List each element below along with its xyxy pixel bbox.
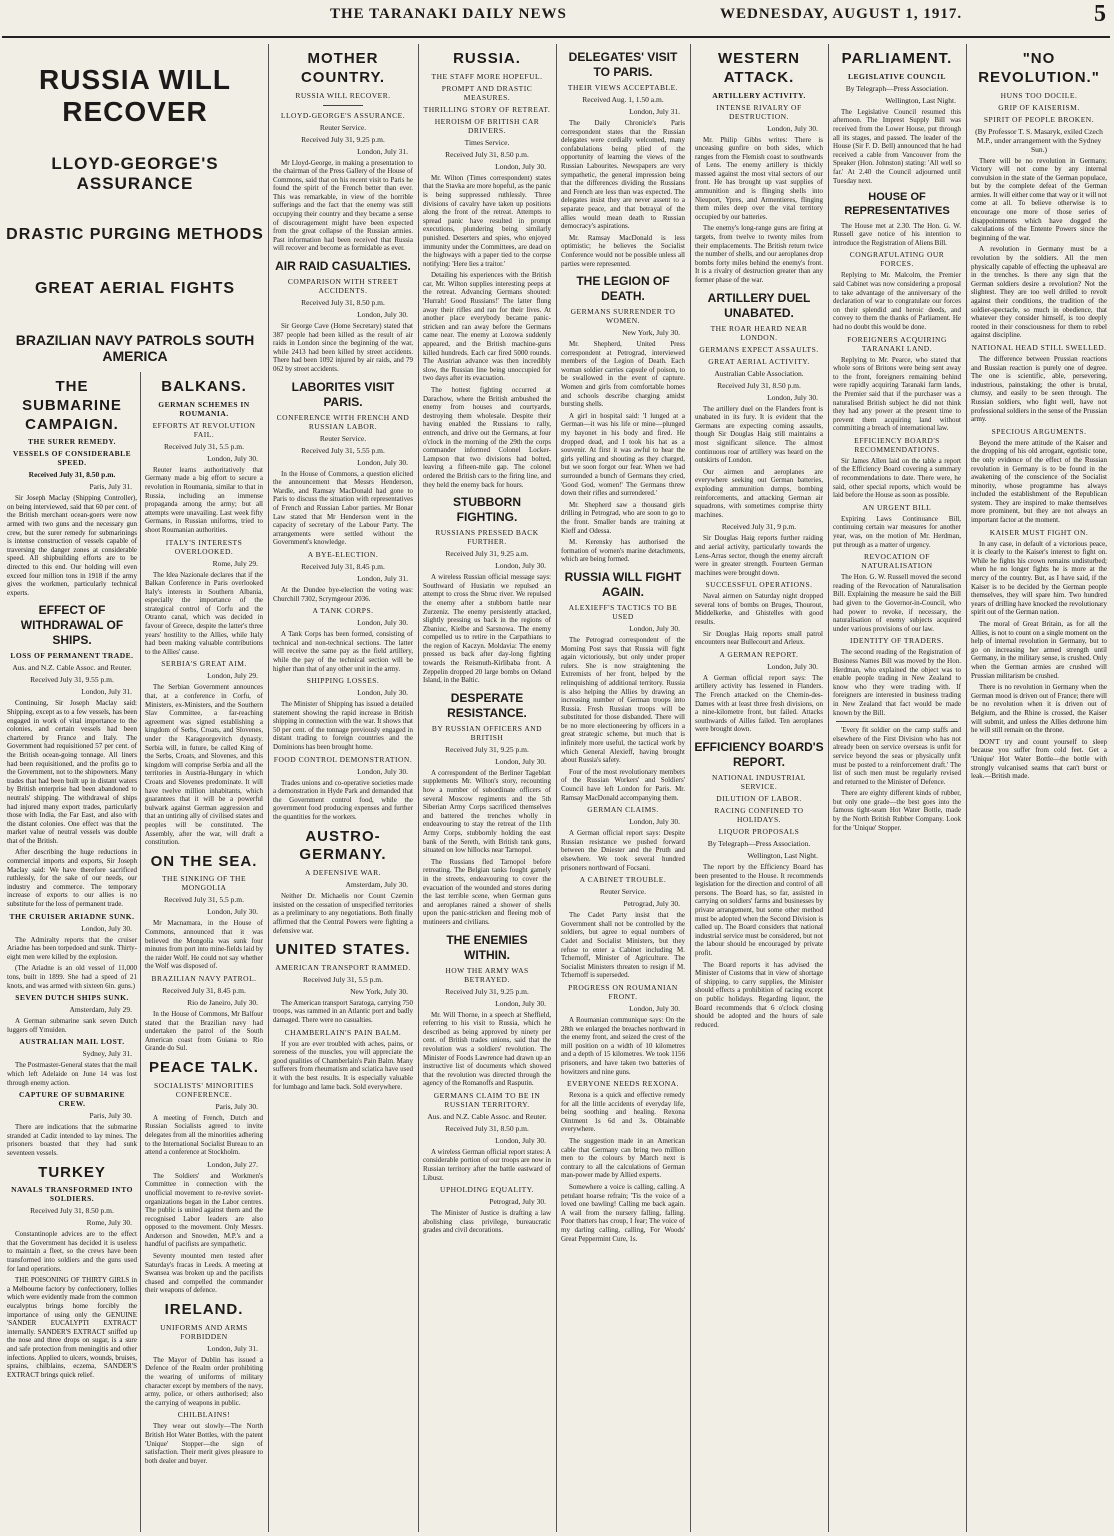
masthead <box>0 0 1114 40</box>
col6-subhead: GERMANS EXPECT ASSAULTS. <box>699 344 819 354</box>
dateline: Reuter Service. <box>599 887 647 897</box>
paragraph: Mr. Philip Gibbs writes: There is unceasing gunfire on both sides, which ranges from the Flemish coast to southwards of Lens. The enemy artillery is thickly massed against the most vital sectors of our front. He has brought up vast supplies of ammunition and is flinging shells into Nieuport, Ypres, and Armentieres, flinging them miles deep over the vital territory occupied by our batteries. <box>695 135 823 221</box>
paragraph: The report by the Efficiency Board has been presented to the House. It recommends legislation for the direction and control of all persons. The Board has, so far, assisted in carrying on soldiers' farms and businesses by private arrangement, but some other method must be adopted when the Second Division is called up. The Board considers that national industrial service must be considered, but not the labour should be encouraged by private profit. <box>695 863 823 957</box>
paragraph: Four of the most revolutionary members of the Russian Workers' and Soldiers' Council have left London for Paris. Mr. Ramsay MacDonald accompanying them. <box>561 767 685 802</box>
dateline: New York, July 30. <box>350 986 408 996</box>
col4-subhead: UPHOLDING EQUALITY. <box>440 1185 534 1195</box>
lead-deck-1: LLOYD-GEORGE'S ASSURANCE <box>51 154 219 193</box>
paragraph: The Minister of Shipping has issued a detailed statement showing the rapid increase in British shipping in connection with the war. It shows that 50 per cent. of the tonnage previously engaged in distant trading to foreign countries and the Dominions has been brought home. <box>273 700 413 752</box>
col7-headline: PARLIAMENT. <box>841 50 953 67</box>
dateline: Reuter Service. <box>319 433 367 443</box>
dateline: Received July 31, 5.5 p.m. <box>164 895 244 905</box>
column-rule <box>268 44 269 1532</box>
col3-subhead: A DEFENSIVE WAR. <box>305 868 381 878</box>
dateline: Received July 31, 5.5 p.m. <box>303 974 383 984</box>
paragraph: M. Kerensky has authorised the formation of women's marine detachments, which are being formed. <box>561 538 685 564</box>
col7-subhead: FOREIGNERS ACQUIRING TARANAKI LAND. <box>847 334 947 353</box>
col3-subhead: AMERICAN TRANSPORT RAMMED. <box>275 962 411 972</box>
paragraph: A girl in hospital said: 'I lunged at a German—it was his life or mine—plunged my bayonet in his body and fired. He dropped dead, and I took his hat as a souvenir. At first it was awful to hear the girls yelling and shouting as they charged, but we soon forgot our fear. When we had surrounded a bunch of Germans they cried, 'Good God, women!' The Germans threw down their rifles and surrendered.' <box>561 411 685 498</box>
col3-subhead: CHAMBERLAIN'S PAIN BALM. <box>284 1027 402 1037</box>
paragraph: The Daily Chronicle's Paris correspondent states that the Russian delegates were cordially welcomed, many confabulations being plied of the opportunity of learning the views of the Russian Labourites. Newspapers are very sympathetic, the general impression being that the differences dividing the Russians and French are less than was expected. The delegates insist they are never assent to a separate peace, and that betrayal of the allies would mean death to Russian democracy's aspirations. <box>561 119 685 231</box>
col4-headline: RUSSIA. <box>453 50 521 67</box>
dateline: Received July 31, 5.5 p.m. <box>164 441 244 451</box>
col1-headline: TURKEY <box>38 1163 106 1181</box>
paragraph: A wireless German official report states: A considerable portion of our troops are now in Russian territory after the battle eastward of Libusz. <box>423 1147 551 1182</box>
dateline: Paris, July 30. <box>89 1111 132 1121</box>
dateline: Amsterdam, July 29. <box>69 1005 132 1015</box>
col3-headline: LABORITES VISIT PARIS. <box>291 379 395 409</box>
divider <box>836 721 958 722</box>
dateline: Rio de Janeiro, July 30. <box>187 998 258 1008</box>
paragraph: 'Every fit soldier on the camp staffs and elsewhere of the First Division who has not already been on service overseas is unfit for service beyond the seas or physically unfit must be posted to a reinforcement draft.' The list of such men must be regularly revised and returned to the Minister of Defence. <box>833 726 961 786</box>
dateline: London, July 30. <box>357 457 408 467</box>
col6-subhead: SUCCESSFUL OPERATIONS. <box>705 580 813 590</box>
paragraph: Expiring Laws Continuance Bill, continuing certain war measures for another year, was, on the motion of Mr. Herdman, put through as a matter of urgency. <box>833 514 961 549</box>
col5-subhead: A CABINET TROUBLE. <box>579 875 667 885</box>
dateline: (By Professor T. S. Masaryk, exiled Czech M.P., under arrangement with the Sydney Sun.) <box>975 126 1103 154</box>
paragraph: The Board reports it has advised the Minister of Customs that in view of shortage of shipping, to carry supplies, the Minister should effects a prohibition of racing except on public holidays. Regarding liquor, the Board recommends that 6 o'clock closing should be adopted and the hours of sale reduced. <box>695 960 823 1029</box>
paragraph: Sir Douglas Haig reports further raiding and aerial activity, particularly towards the Lens-Arras sector, though the enemy aircraft were in greater strength. Fourteen German machines were brought down. <box>695 534 823 577</box>
col8-subhead: NATIONAL HEAD STILL SWELLED. <box>971 342 1107 352</box>
paragraph: A meeting of French, Dutch and Russian Socialists agreed to invite delegates from all the minorities adhering to the International Socialist Bureau to an attend a conference at Stockholm. <box>145 1113 263 1157</box>
col2-headline: ON THE SEA. <box>150 852 258 870</box>
col1-subhead: AUSTRALIAN MAIL LOST. <box>19 1037 125 1047</box>
lead-deck-4: BRAZILIAN NAVY PATROLS SOUTH AMERICA <box>15 332 255 364</box>
col1-subhead: LOSS OF PERMANENT TRADE. <box>10 651 134 661</box>
dateline: London, July 30. <box>495 161 546 171</box>
paragraph: After describing the huge reductions in commercial imports and exports, Sir Joseph Maclay said: We have therefore sacrificed ruthlessly, for the sake of our needs, our industry and commerce. The temporary increase of exports to our allies is no substitute for the loss of permanent trade. <box>7 848 137 909</box>
dateline: Received July 31, 8.50 p.m. <box>445 149 529 159</box>
col8-subhead: SPIRIT OF PEOPLE BROKEN. <box>983 114 1095 124</box>
col3-subhead: LLOYD-GEORGE'S ASSURANCE. <box>280 110 406 120</box>
paragraph: Detailing his experiences with the British car, Mr. Wilton supplies interesting peeps at the retreat. Advancing Germans shouted: 'Hurrah! Good Russians!' The latter flung away their rifles and ran for their lives. At another place everybody became panic-stricken and ran away before the Germans came near. The enemy at Lozowa suddenly appeared, and the British machine-guns killed hundreds. Each car fired 5000 rounds. The Austrian advance was then incredibly slow, the Russian line being unoccupied for two days after its evacuation. <box>423 271 551 383</box>
col8-subhead: GRIP OF KAISERISM. <box>998 102 1080 112</box>
dateline: Received July 31, 9.25 p.m. <box>301 134 385 144</box>
dateline: London, July 30. <box>629 623 680 633</box>
dateline: Aus. and N.Z. Cable Assoc. and Reuter. <box>427 1111 547 1121</box>
col6-subhead: THE ROAR HEARD NEAR LONDON. <box>710 323 808 342</box>
col6-subhead: A GERMAN REPORT. <box>719 649 799 659</box>
column-rule <box>966 44 967 1532</box>
col4-subhead: GERMANS CLAIM TO BE IN RUSSIAN TERRITORY. <box>433 1090 541 1109</box>
col4-headline: THE ENEMIES WITHIN. <box>446 932 528 962</box>
paragraph: A German submarine sank seven Dutch luggers off Ymuiden. <box>7 1017 137 1034</box>
dateline: Australian Cable Association. <box>714 368 804 378</box>
col5-subhead: GERMANS SURRENDER TO WOMEN. <box>570 307 676 326</box>
paragraph: The enemy's long-range guns are firing at targets, from twelve to twenty miles from their emplacements. The British return twice the number of shells, and our aeroplanes drop bombs forty miles behind the enemy's front. It is a rivalry of destruction greater than any former phase of the war. <box>695 224 823 284</box>
dateline: London, July 31. <box>81 687 132 697</box>
dateline: Received July 31, 8.50 p.m. <box>445 1123 529 1133</box>
paragraph: Seventy mounted men tested after Saturday's fracas in Leeds. A meeting at Swansea was broken up and the pacifists chased and compelled the commander their weapons of defence. <box>145 1252 263 1295</box>
col1-subhead: CAPTURE OF SUBMARINE CREW. <box>19 1090 125 1109</box>
paragraph: The Idea Nazionale declares that if the Balkan Conference in Paris overlooked Italy's interests in Southern Albania, especially the importance of the strategical control of Corfu and the Otranto canal, which was decided in favour of Greece, despite the latter's three years' hostility to the Allies, while Italy had been making valuable contributions to the Allies' cause. <box>145 570 263 656</box>
col5-subhead: THEIR VIEWS ACCEPTABLE. <box>567 83 679 92</box>
paragraph: The Hon. G. W. Russell moved the second reading of the Revocation of Naturalisation Bill. Explaining the measure he said the Bill had given to the Governor-in-Council, who had power to revoke, if necessary, the naturalisation of enemy subjects acquired under various provisions of our law. <box>833 573 961 633</box>
newspaper-title: THE TARANAKI DAILY NEWS <box>330 6 567 22</box>
col7-subhead: AN URGENT BILL <box>862 502 932 512</box>
dateline: Rome, July 30. <box>86 1218 132 1228</box>
column-7 <box>830 44 964 1532</box>
col4-subhead: HOW THE ARMY WAS BETRAYED. <box>445 965 529 984</box>
dateline: Amsterdam, July 30. <box>345 880 408 890</box>
col8-subhead: HUNS TOO DOCILE. <box>1000 90 1078 100</box>
col2-headline: BALKANS. <box>161 378 247 395</box>
paragraph: The Postmaster-General states that the mail which left Adelaide on June 14 was lost through enemy action. <box>7 1061 137 1087</box>
dateline: Received July 31, 9 p.m. <box>721 522 797 532</box>
col7-subhead: IDENTITY OF TRADERS. <box>850 636 944 646</box>
divider <box>323 105 363 106</box>
paragraph: The Cadet Party insist that the Government shall not be controlled by the soldiers, but agree to equal numbers of Cadet and Socialist Ministers, but they refuse to enter a Cabinet including M. Tchernoff, Minister of Agriculture. The Socialist Ministers threaten to resign if M. Tchernoff is superseded. <box>561 911 685 980</box>
paragraph: Continuing, Sir Joseph Maclay said: Shipping, except as to a few vessels, has been engaged in work of vital importance to the colonies, and certain vessels had been chartered by France and Italy. The Government had requisitioned 57 per cent. of the British ocean-going tonnage. All liners had been requisitioned, and the profits go to the Government, not to the shipowners. Many trades that had been built up in distant waters by British enterprise had been abandoned to neutrals' shipping. The withdrawal of ships had injured many export trades, particularly those with India, the Far East, and also with the distant colonies. One effect was that the market value of neutral vessels was double that of the British. <box>7 699 137 845</box>
dateline: New York, July 30. <box>622 328 680 338</box>
paragraph: A German official report says: The artillery activity has lessened in Flanders. The French attacked on the Chemin-des-Dames with at least three fresh divisions, on a nine-kilometre front, but failed. Attacks southwards of Ailles failed. Ten aeroplanes were brought down. <box>695 673 823 734</box>
paragraph: Mr. Ramsay MacDonald is less optimistic; he believes the Socialist Conference would not be possible unless all parties were represented. <box>561 233 685 268</box>
col6-subhead: RACING CONFINED TO HOLIDAYS. <box>714 806 804 824</box>
paragraph: The Petrograd correspondent of the Morning Post says that Russia will fight again victoriously, but only under proper rulers. She is now straightening the Extremists of her front, helped by the relinquishing of additional territory. Russia is also helping the Allies by drawing an increasing number of German troops into Russia. Fresh Russian troops will be substituted for those disbanded. There will be no more electioneering by officers in a great strategic scheme, but much that is infinitely more useful, the tactical work by which General Alexieff, having brought about Russia's safety. <box>561 635 685 765</box>
col7-subhead: REVOCATION OF NATURALISATION <box>861 552 933 571</box>
col4-subhead: THE STAFF MORE HOPEFUL. <box>431 71 543 81</box>
col5-headline: RUSSIA WILL FIGHT AGAIN. <box>564 569 682 599</box>
dateline: Received July 31, 9.55 p.m. <box>30 675 114 685</box>
col7-subhead: CONGRATULATING OUR FORCES. <box>849 250 945 269</box>
paragraph: Trades unions and co-operative societies made a demonstration in Hyde Park and demanded that the Government control food, while the government food producing expenses and further the quantities for the workers. <box>273 778 413 822</box>
dateline: London, July 31. <box>207 1343 258 1353</box>
dateline: Sydney, July 31. <box>82 1049 132 1059</box>
dateline: London, July 30. <box>629 817 680 827</box>
lead-headline: RUSSIA WILL RECOVER <box>39 64 231 127</box>
lead-deck-2: DRASTIC PURGING METHODS <box>6 226 264 243</box>
col2-headline: IRELAND. <box>164 1301 244 1319</box>
paragraph: Mr. Will Thorne, in a speech at Sheffield, referring to his visit to Russia, which he described as being approved by ninety per cent. of British trades unions, said that the revolution was a soldiers' revolution. The Minister of Foods Lawrence had drawn up an instructive list of documents which showed that the revolution was directed through the agency of the Romanoffs and Rasputin. <box>423 1010 551 1088</box>
col3-subhead: FOOD CONTROL DEMONSTRATION. <box>273 754 413 764</box>
dateline: Received July 31, 5.55 p.m. <box>301 445 385 455</box>
paragraph: The Minister of Justice is drafting a law abolishing class privilege, bureaucratic grades and civil decorations. <box>423 1209 551 1235</box>
lead-deck-3: GREAT AERIAL FIGHTS <box>34 280 236 297</box>
col8-subhead: SPECIOUS ARGUMENTS. <box>991 426 1087 436</box>
dateline: London, July 31. <box>357 573 408 583</box>
paragraph: (The Ariadne is an old vessel of 11,000 tons, built in 1899. She had a speed of 21 knots, and was armed with sixteen 6in. guns.) <box>7 964 137 990</box>
paragraph: The Soldiers' and Workmen's Committee in connection with the unofficial movement to re-revive soviet-organizations began in the Labor centres. The public is united against them and the recognised Labor leaders are also opposed to the movement. Only Messrs. Anderson and Snowden, M.P.'s and a handful of pacifists are sympathetic. <box>145 1171 263 1249</box>
col8-subhead: KAISER MUST FIGHT ON. <box>989 527 1089 537</box>
col4-subhead: BY RUSSIAN OFFICERS AND BRITISH <box>431 723 543 742</box>
advertisement: There are eighty different kinds of rubber, but only one grade—the best goes into the famous tight-seam Hot Water Bottle, made by the North British Rubber Company. Look for the 'Unique' Stopper. <box>833 789 961 832</box>
col1-subhead: THE SURER REMEDY. <box>27 437 117 447</box>
dateline: Reuter Service. <box>319 122 367 132</box>
col3-subhead: A TANK CORPS. <box>312 606 374 616</box>
paragraph: At the Dundee bye-election the voting was: Churchill 7302, Scrymgeour 2036. <box>273 585 413 603</box>
paragraph: Naval airmen on Saturday night dropped several tons of bombs on Bruges, Thourout, Middelkerke, and Ghistelles with good results. <box>695 592 823 627</box>
paragraph: The Russians fled Tarnopol before retreating. The Belgian tanks fought gamely in the streets, endeavouring to cover the evacuation of the wounded and stores during the last terrible scene, when German guns and aeroplanes rained a shower of shells upon the panic-stricken and fleeing mob of mutineers and civilians. <box>423 857 551 926</box>
col7-subhead: EFFICIENCY BOARD'S RECOMMENDATIONS. <box>854 435 940 454</box>
col5-headline: DELEGATES' VISIT TO PARIS. <box>568 50 678 79</box>
dateline: Petrograd, July 30. <box>623 899 680 909</box>
column-6 <box>692 44 826 1532</box>
advertisement: They wear out slowly—The North British Hot Water Bottles, with the patent 'Unique' Stopper—the sign of satisfaction. Their merit gives pleasure to both dealer and buyer. <box>145 1422 263 1465</box>
column-4 <box>420 44 554 1532</box>
col5-headline: THE LEGION OF DEATH. <box>576 274 670 304</box>
col4-subhead: THRILLING STORY OF RETREAT. <box>423 104 551 114</box>
paragraph: The moral of Great Britain, as for all the Allies, is not to count on a single moment on the help of internal revolution in Germany, but to go on increasing her armed strength until Germany, in the military sense, is crushed. Only when the German armies are crushed will Prussian militarism be crushed. <box>971 620 1107 680</box>
column-2 <box>142 372 266 1532</box>
dateline: Received July 31, 8.50 p.m. <box>717 380 801 390</box>
dateline: London, July 30. <box>767 661 818 671</box>
paragraph: The difference between Prussian reactions and Russian reaction is purely one of degree. The one is scientific, able, persevering, industrious, painstaking; the other is brutal, clumsy, and easily to be seen through. The Russian soldiers, who fight well, have not professional soldiers in the sense of the Prussian army. <box>971 354 1107 424</box>
dateline: London, July 31. <box>629 107 680 116</box>
paragraph: The second reading of the Registration of Business Names Bill was moved by the Hon. Herdman, who explained the object was to enable people trading in New Zealand to know who they were trading with. If foreigners are interested in business trading in New Zealand that fact would be made known by the Bill. <box>833 648 961 717</box>
col6-subhead: DILUTION OF LABOR. <box>716 794 802 803</box>
dateline: Received July 31, 8.50 p.m. <box>30 1206 114 1216</box>
col5-subhead: GERMAN CLAIMS. <box>587 805 659 815</box>
col6-headline: ARTILLERY DUEL UNABATED. <box>707 290 811 320</box>
col4-headline: STUBBORN FIGHTING. <box>453 495 521 525</box>
dateline: London, July 30. <box>357 618 408 628</box>
col2-subhead: GERMAN SCHEMES IN ROUMANIA. <box>158 399 250 418</box>
paragraph: Sir Douglas Haig reports small patrol encounters near Bullecourt and Arleux. <box>695 629 823 647</box>
col3-headline: AUSTRO-GERMANY. <box>299 827 387 864</box>
issue-date: WEDNESDAY, AUGUST 1, 1917. <box>720 6 963 22</box>
paragraph: Replying to Mr. Malcolm, the Premier said Cabinet was now considering a proposal to take advantage of the anniversary of the declaration of war to congratulate our forces on their splendid and heroic deeds, and convey to them the thanks of Parliament. He had no doubt this would be done. <box>833 271 961 331</box>
paragraph: A German official report says: Despite Russian resistance we pushed forward between the Dniester and the Pruth and elsewhere. We took several hundred prisoners northward of Focsani. <box>561 829 685 872</box>
col1-subhead: NAVALS TRANSFORMED INTO SOLDIERS. <box>11 1185 133 1204</box>
dateline: London, July 30. <box>629 1003 680 1013</box>
paragraph: In the House of Commons, Mr Balfour stated that the Brazilian navy had undertaken the patrol of the South American coast from Guiana to Rio Grande do Sul. <box>145 1010 263 1053</box>
dateline: Received July 31, 8.45 p.m. <box>301 561 385 571</box>
column-rule <box>828 44 829 1532</box>
dateline: Aus. and N.Z. Cable Assoc. and Reuter. <box>12 663 132 673</box>
dateline: London, July 30. <box>207 907 258 917</box>
col4-subhead: RUSSIANS PRESSED BACK FURTHER. <box>435 528 539 547</box>
dateline: Wellington, Last Night. <box>885 95 956 105</box>
paragraph: The hottest fighting occurred at Darachow, where the British ambushed the enemy from houses and courtyards, destroying them wholesale. Despite their having enabled the Russians to rally, entrench, and drive out the Germans, at four o'clock in the morning of the 29th the corps commander informed Colonel Locker-Lampson that two divisions had bolted, leaving a fifteen-mile gap. The colonel ordered the British cars to the firing line, and they held the enemy back for hours. <box>423 386 551 489</box>
column-rule <box>418 44 419 1532</box>
paragraph: The American transport Saratoga, carrying 750 troops, was rammed in an Atlantic port and badly damaged. There were no casualties. <box>273 998 413 1025</box>
col2-subhead: CHILBLAINS! <box>177 1410 231 1420</box>
column-3 <box>270 44 416 1532</box>
col1-subhead: SEVEN DUTCH SHIPS SUNK. <box>15 993 129 1003</box>
paragraph: A Tank Corps has been formed, consisting of technical and non-technical sections. The latter will receive the same pay as the field artillery, while the pay of the technical section will be higher than that of any other unit in the army. <box>273 630 413 673</box>
paragraph: Beyond the mere attitude of the Kaiser and the dropping of his old arrogant, egotistic tone, the only evidence of the effect of the Russian revolution in Germany is to be found in the awakening of the conscience of the Socialist minority, whose programme has always included the establishment of the Republican system. They are inspired to make themselves more prominent, but they are not always an important factor at the moment. <box>971 438 1107 525</box>
col2-subhead: EFFORTS AT REVOLUTION FAIL. <box>152 420 256 439</box>
col7-subhead: LEGISLATIVE COUNCIL <box>848 71 946 81</box>
dateline: London, July 30. <box>207 453 258 463</box>
col5-subhead: EVERYONE NEEDS REXONA. <box>566 1079 680 1089</box>
dateline: London, July 30. <box>357 766 408 776</box>
paragraph: Reuter learns authoritatively that Germany made a big effort to secure a revolution in Roumania, similar to that in Russia, including an immense propaganda among the army; but all attempts were unavailing. Last week fifty Germans, in Russian uniforms, tried to shoot Roumanian authorities. <box>145 465 263 534</box>
paragraph: Mr Lloyd-George, in making a presentation to the chairman of the Press Gallery of the House of Commons, said that on his recent visit to Paris he found the spirit of the French better than ever. This was remarkable, in view of the horrible sufferings and the fact that the enemy was still occupying their country and they became a sense of discouragement might have been expected from the great collapse of the Russian armies. Past information had been received that Russia will recover and become as formidable as ever. <box>273 158 413 253</box>
col6-headline: WESTERN ATTACK. <box>718 50 800 86</box>
paragraph: The Legislative Council resumed this afternoon. The Imprest Supply Bill was received from the Lower House, put through all its stages, and passed. The leader of the House (Sir F. D. Bell) announced that he had received a cable from Vancouver from the Speaker (Hon. Johnston) stating: 'All well so far.' At 2.40 the Council adjourned until Tuesday next. <box>833 107 961 185</box>
advertisement: Rexona is a quick and effective remedy for all the little accidents of everyday life, being soothing and healing. Rexona Ointment 1s 6d and 3s. Obtainable everywhere. <box>561 1091 685 1134</box>
paragraph: Mr. Wilton (Times correspondent) states that the Stavka are more hopeful, as the panic is being suppressed ruthlessly. Three divisions of cavalry have taken up positions along the front of the retreat. Attempts to spread panic have resulted in prompt executions, plundering being similarly punished. Deserters and spies, who enjoyed immunity under the Committees, are dead on the highways with a paper tied to the corpse notifying: 'Here lies a traitor.' <box>423 173 551 268</box>
dateline: Received July 31, 8.50 p.m. <box>28 470 116 480</box>
page-number: 5 <box>1094 1 1106 27</box>
paragraph: A revolution in Germany must be a revolution by the soldiers. All the men physically capable of effecting the upheaval are in the trenches. Is there any sign that the German soldiers desire a revolution? Not the slightest. They are too well drilled to revolt against their conditions, the tradition of the soldier-spectacle, so much in obedience, that whatever they consider himself, is too deeply rooted in their consciousness for them to rebel against discipline. <box>971 245 1107 340</box>
col4-headline: DESPERATE RESISTANCE. <box>447 690 527 720</box>
advertisement: If you are ever troubled with aches, pains, or soreness of the muscles, you will appreciate the good qualities of Chamberlain's Pain Balm. Many sufferers from rheumatism and sciatica have used it with the best results. It is especially valuable for lumbago and lame back. Sold everywhere. <box>273 1039 413 1091</box>
paragraph: The Admiralty reports that the cruiser Ariadne has been torpedoed and sunk. Thirty-eight men were killed by the explosion. <box>7 935 137 961</box>
paragraph: The Serbian Government announces that, at a conference in Corfu, of Ministers, ex-Ministers, and the Southern Slav Committee, a far-reaching agreement was signed establishing a kingdom of Serbs, Croats, and Slovenes, under the Karageorgevitch dynasty. Serbia will, in future, be called King of the Serbs, Croats, and Slovenes, and this kingdom will comprise Serbia and all the territories in Austria-Hungary in which Croats and Slovenes predominate. It will have twelve million inhabitants, which guarantees that it will be a powerful bulwark against German aggression and that an untiring ally of civilised states and peoples will be constituted. The Assembly, after the war, will draft a constitution. <box>145 683 263 847</box>
column-rule <box>556 44 557 1532</box>
col3-subhead: CONFERENCE WITH FRENCH AND RUSSIAN LABOR. <box>276 412 410 431</box>
col3-headline: UNITED STATES. <box>275 941 411 959</box>
col5-subhead: ALEXIEFF'S TACTICS TO BE USED <box>568 602 678 621</box>
col3-subhead: RUSSIA WILL RECOVER. <box>295 90 391 100</box>
paragraph: A wireless Russian official message says: Southward of Husiatin we repulsed an attempt to cross the Sbruc river. We repulsed the enemy after a stubborn battle near Zurzeniz. The enemy persistently attacked, slightly pressing us back in the regions of Zbaniuc, Kielbe and Sarsnowa. The enemy compelled us to retire in the Carpathians to the region of Kaczyn. Moldavia: The enemy pressed us back after day-long fighting towards the Reismuth-Kirlibaba front. A Zeppelin dropped 20 large bombs on Oeland Island, in the Baltic. <box>423 573 551 685</box>
paragraph: Mr Macnamara, in the House of Commons, announced that it was believed the Mongolia was sunk four minutes from port into mine-fields laid by the raider Wolf. He could not say whether the Wolf was disposed of. <box>145 919 263 971</box>
dateline: Received July 31, 8.50 p.m. <box>301 298 385 308</box>
masthead-rule <box>2 36 1110 38</box>
col2-subhead: SERBIA'S GREAT AIM. <box>161 659 247 669</box>
col6-headline: EFFICIENCY BOARD'S REPORT. <box>694 740 824 769</box>
dateline: London, July 30. <box>357 688 408 698</box>
paragraph: There is no revolution in Germany when the German mood is driven out of France; there will be no revolution when it is driven out of Belgium, and the Rhine is crossed, the Kaiser will submit, and unless the Allies dethrone him he will still remain on the throne. <box>971 683 1107 735</box>
col3-headline: AIR RAID CASUALTIES. <box>275 259 411 274</box>
paragraph: Our airmen and aeroplanes are everywhere seeking out German batteries, exploding ammunition dumps, bombing reinforcements, and attacking German air squadrons, with sometimes comprise thirty machines. <box>695 467 823 519</box>
col6-subhead: LIQUOR PROPOSALS <box>718 827 800 836</box>
col3-headline: MOTHER COUNTRY. <box>300 50 386 86</box>
col1-headline: EFFECT OF WITHDRAWAL OF SHIPS. <box>20 603 124 648</box>
col2-subhead: BRAZILIAN NAVY PATROL. <box>151 974 257 984</box>
col4-subhead: HEROISM OF BRITISH CAR DRIVERS. <box>434 116 540 135</box>
advertisement: Somewhere a voice is calling, calling. A petulant hoarse refrain; 'Tis the voice of a loved one bawling! Calling me back again. A wail from the nursery falling, falling. Poor thatters has croup, I fear; The voice of my darling calling, calling, For Woods' Great Peppermint Cure, 1s. <box>561 1183 685 1243</box>
paragraph: There will be no revolution in Germany. Victory will not come by any internal convulsion in the state of the German populace, but by the complete defeat of the German armies. It will either come that way or it will not come at all. To believe otherwise is to encourage one more of those series of disappointments which have dogged the calculations of the Entente Powers since the beginning of the war. <box>971 156 1107 242</box>
dateline: London, July 27. <box>207 1159 258 1169</box>
col6-subhead: NATIONAL INDUSTRIAL SERVICE. <box>711 773 806 791</box>
paragraph: Sir George Cave (Home Secretary) stated that 387 people had been killed as the result of air raids in London since the beginning of the war, while 2413 had been killed by street accidents. There had been 1092 injured by air raids, and 79 062 by street accidents. <box>273 322 413 373</box>
lead-story-headlines <box>4 44 266 374</box>
dateline: Paris, July 31. <box>89 482 132 492</box>
paragraph: There are indications that the submarine stranded at Cadiz intended to lay mines. The prisoners boasted that they had sunk seventeen vessels. <box>7 1123 137 1157</box>
advertisement: DON'T try and count yourself to sleep because you suffer from cold feet. Get a 'Unique' Hot Water Bottle—the bottle with strongly vulcanised seams that can't burst or leak.—British made. <box>971 737 1107 781</box>
col2-subhead: SOCIALISTS' MINORITIES CONFERENCE. <box>153 1080 255 1099</box>
dateline: By Telegraph—Press Association. <box>707 839 811 848</box>
advertisement: THE POISONING OF THIRTY GIRLS in a Melbourne factory by confectionery, lollies which were evidently made from the common eucalyptus brings home forcibly the importance of using only the GENUINE 'SANDER EUCALYPTI EXTRACT' internally. SANDER'S EXTRACT sniffed up the nose and three drops on sugar, is a sure and safe protection from meningitis and other infections. Applied to ulcers, wounds, bruises, sprains, chilblains, eczema, SANDER'S EXTRACT brings quick relief. <box>7 1276 137 1379</box>
dateline: Received July 31, 9.25 a.m. <box>445 549 529 559</box>
dateline: Received July 31, 8.45 p.m. <box>162 986 246 996</box>
dateline: Received Aug. 1, 1.50 a.m. <box>582 95 664 104</box>
paragraph: Neither Dr. Michaelis nor Count Czernin insisted on the cessation of unspecified territories as a preliminary to any negotiations. Both finally affirmed that the Central Powers were fighting a defensive war. <box>273 892 413 935</box>
paragraph: Mr. Shepherd saw a thousand girls drilling in Petrograd, who are soon to go to the front. Smaller bands are training at Kieff and Odessa. <box>561 500 685 535</box>
dateline: London, July 30. <box>495 998 546 1008</box>
col7-headline: HOUSE OF REPRESENTATIVES <box>844 191 950 217</box>
col1-subhead: VESSELS OF CONSIDERABLE SPEED. <box>12 449 132 468</box>
col6-subhead: INTENSE RIVALRY OF DESTRUCTION. <box>716 102 802 121</box>
col1-subhead: THE CRUISER ARIADNE SUNK. <box>9 911 135 921</box>
col6-subhead: GREAT AERIAL ACTIVITY. <box>708 356 810 366</box>
dateline: London, July 30. <box>767 392 818 402</box>
column-rule <box>140 372 141 1532</box>
paragraph: A Roumanian communique says: On the 28th we enlarged the breaches northward in the enemy front, and seized the crest of the mill position on a width of 10 kilometres and a depth of 15 kilometres. We took 1156 prisoners, and have taken two batteries of howitzers and nine guns. <box>561 1015 685 1076</box>
dateline: Petrograd, July 30. <box>489 1197 546 1207</box>
dateline: London, July 30. <box>495 561 546 571</box>
dateline: Wellington, Last Night. <box>747 851 818 860</box>
col4-subhead: PROMPT AND DRASTIC MEASURES. <box>441 83 533 102</box>
paragraph: A correspondent of the Berliner Tageblatt supplements Mr. Wilton's story, recounting how a number of subordinate officers of several Moscow regiments and the 5th Siberian Army Corps sacrificed themselves and battered the trenches wholly in endeavouring to stay the retreat of the 11th Army Corps, stubbornly holding the east bank of the Sereth, with British tank guns, situated on low hillocks near Tarnopol. <box>423 768 551 855</box>
dateline: London, July 29. <box>207 671 258 681</box>
dateline: Rome, July 29. <box>212 558 258 568</box>
dateline: London, July 30. <box>495 756 546 766</box>
paragraph: Replying to Mr. Pearce, who stated that whole sons of Britons were being sent away to the front, foreigners remaining behind were rapidly acquiring Taranaki farm lands, the Premier said that if the purchaser was a naturalised British subject he did not think they had any power at the present time to prevent them acquiring land without committing a breach of international law. <box>833 355 961 433</box>
col2-subhead: ITALY'S INTERESTS OVERLOOKED. <box>165 537 243 556</box>
paragraph: The suggestion made in an American cable that Germany can bring two million men to the colours by March next is contrary to all the calculations of German man-power made by Allied experts. <box>561 1137 685 1180</box>
paragraph: The House met at 2.30. The Hon. G. W. Russell gave notice of his intention to introduce the Registration of Aliens Bill. <box>833 221 961 247</box>
column-8 <box>968 44 1110 1532</box>
paragraph: In the House of Commons, a question elicited the announcement that Messrs Henderson, Wardle, and Ramsay MacDonald had gone to Paris to discuss the situation with representatives of French and Russian Labor parties. Mr Bonar Law stated that Mr Henderson went in the capacity of secretary of the Labour Party. The arrangements were settled without the Government's knowledge. <box>273 469 413 547</box>
dateline: London, July 31. <box>357 146 408 156</box>
col3-subhead: A BYE-ELECTION. <box>307 549 379 559</box>
paragraph: Constantinople advices are to the effect that the Government has decided it is useless to maintain a fleet, so the crews have been transformed into soldiers and the guns used for land operations. <box>7 1230 137 1273</box>
dateline: London, July 30. <box>357 310 408 320</box>
column-rule <box>690 44 691 1532</box>
paragraph: The Mayor of Dublin has issued a Defence of the Realm order prohibiting the wearing of uniforms of military character except by members of the navy, army, police, or others authorised; also the carrying of weapons in public. <box>145 1355 263 1407</box>
dateline: By Telegraph—Press Association. <box>845 83 949 93</box>
col1-headline: THE SUBMARINE CAMPAIGN. <box>22 378 122 433</box>
dateline: Paris, July 30. <box>215 1101 258 1111</box>
column-5 <box>558 44 688 1532</box>
dateline: London, July 30. <box>81 923 132 933</box>
dateline: Received July 31, 9.25 p.m. <box>445 986 529 996</box>
col8-headline: "NO REVOLUTION." <box>978 50 1100 86</box>
col2-subhead: UNIFORMS AND ARMS FORBIDDEN <box>160 1322 248 1341</box>
col3-subhead: COMPARISON WITH STREET ACCIDENTS. <box>287 277 399 296</box>
col6-subhead: ARTILLERY ACTIVITY. <box>712 90 806 100</box>
paragraph: Sir James Allen laid on the table a report of the Efficiency Board covering a summary of recommendations to date. There were, he said, other special reports, which would be laid before the House as soon as possible. <box>833 456 961 500</box>
dateline: London, July 30. <box>767 123 818 133</box>
column-1 <box>4 372 140 1532</box>
paragraph: In any case, in default of a victorious peace, it is clearly to the Kaiser's interest to fight on. While he fights his crown remains undisturbed; when he no longer fights he is more at the mercy of the country. But, as I have said, if the Kaiser is to be decided by the German people themselves, they will spare him. Two hundred years of drilling have knocked the revolutionary spirit out of the German nation. <box>971 539 1107 617</box>
dateline: Times Service. <box>464 137 510 147</box>
col5-subhead: PROGRESS ON ROUMANIAN FRONT. <box>568 982 678 1001</box>
dateline: Received July 31, 9.25 p.m. <box>445 744 529 754</box>
col2-headline: PEACE TALK. <box>149 1059 259 1076</box>
col3-subhead: SHIPPING LOSSES. <box>306 676 380 686</box>
col2-subhead: THE SINKING OF THE MONGOLIA <box>161 874 247 893</box>
paragraph: Mr. Shepherd, United Press correspondent at Petrograd, interviewed members of the Legion of Death. Each woman soldier carries capsule of poison, to be swallowed in the event of capture. Women and girls from comfortable homes and schools describe charging amidst bursting shells. <box>561 340 685 409</box>
paragraph: Sir Joseph Maclay (Shipping Controller), on being interviewed, said that 60 per cent. of the British merchant ocean-goers were now armed with two guns and the necessary gun crew, but the surer remedy for submarinings is intense construction of vessels capable of traversing the danger zones at considerable speed. All shipbuilding efforts are to be directed to this end. Our holding will even exceed four million tons in 1918 if the army gives the workmen, particularly technical experts. <box>7 494 137 597</box>
paragraph: The artillery duel on the Flanders front is unabated in its fury. It is evident that the Germans are expecting coming assaults, though Sir Douglas Haig still maintains a most significant silence. The almost continuous roar of artillery was heard on the outskirts of London. <box>695 404 823 465</box>
dateline: London, July 30. <box>495 1135 546 1145</box>
